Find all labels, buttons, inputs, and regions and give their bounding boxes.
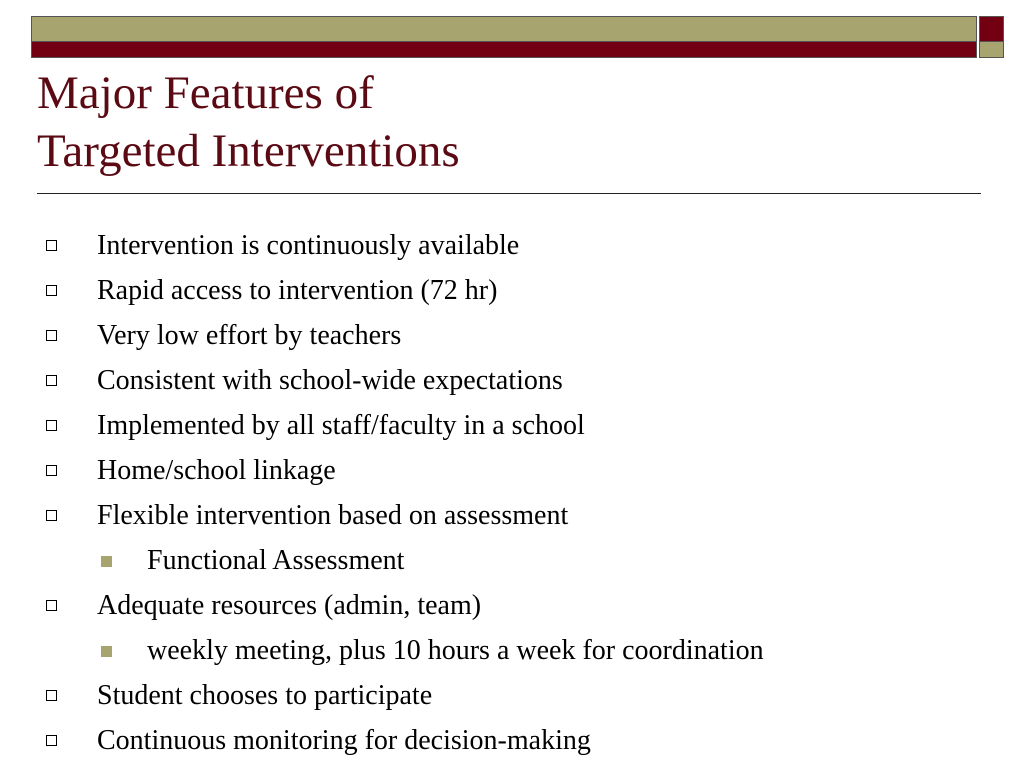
bullet-item <box>0 313 1024 358</box>
filled-square-icon <box>101 646 112 657</box>
slide-title-line-2: Targeted Interventions <box>37 125 460 177</box>
bullet-item <box>0 448 1024 493</box>
header-maroon-band <box>31 42 977 58</box>
sub-bullet-item <box>0 628 1024 673</box>
bullet-text: Flexible intervention based on assessment <box>97 500 569 531</box>
bullet-item <box>0 673 1024 718</box>
bullet-item <box>0 493 1024 538</box>
hollow-square-icon <box>46 465 57 476</box>
filled-square-icon <box>101 556 112 567</box>
bullet-text: Intervention is continuously available <box>97 230 520 261</box>
bullet-text: Continuous monitoring for decision-making <box>97 725 591 756</box>
header-maroon-square <box>979 16 1004 42</box>
bullet-list <box>0 223 1024 763</box>
bullet-item <box>0 403 1024 448</box>
bullet-item <box>0 583 1024 628</box>
hollow-square-icon <box>46 375 57 386</box>
bullet-item <box>0 718 1024 763</box>
sub-bullet-text: Functional Assessment <box>147 545 405 576</box>
bullet-text: Consistent with school-wide expectations <box>97 365 563 396</box>
bullet-item <box>0 268 1024 313</box>
hollow-square-icon <box>46 285 57 296</box>
hollow-square-icon <box>46 600 57 611</box>
slide-title <box>37 64 977 180</box>
bullet-text: Implemented by all staff/faculty in a school <box>97 410 585 441</box>
hollow-square-icon <box>46 735 57 746</box>
hollow-square-icon <box>46 690 57 701</box>
title-divider <box>37 193 981 194</box>
bullet-text: Home/school linkage <box>97 455 336 486</box>
bullet-text: Adequate resources (admin, team) <box>97 590 482 621</box>
header-olive-band <box>31 16 977 42</box>
bullet-text: Rapid access to intervention (72 hr) <box>97 275 498 306</box>
slide-title-line-1: Major Features of <box>37 67 374 119</box>
hollow-square-icon <box>46 510 57 521</box>
hollow-square-icon <box>46 330 57 341</box>
sub-bullet-text: weekly meeting, plus 10 hours a week for coordination <box>147 635 764 666</box>
header-olive-square <box>979 42 1004 58</box>
bullet-text: Very low effort by teachers <box>97 320 402 351</box>
bullet-item <box>0 223 1024 268</box>
hollow-square-icon <box>46 420 57 431</box>
sub-bullet-item <box>0 538 1024 583</box>
hollow-square-icon <box>46 240 57 251</box>
bullet-item <box>0 358 1024 403</box>
bullet-text: Student chooses to participate <box>97 680 433 711</box>
